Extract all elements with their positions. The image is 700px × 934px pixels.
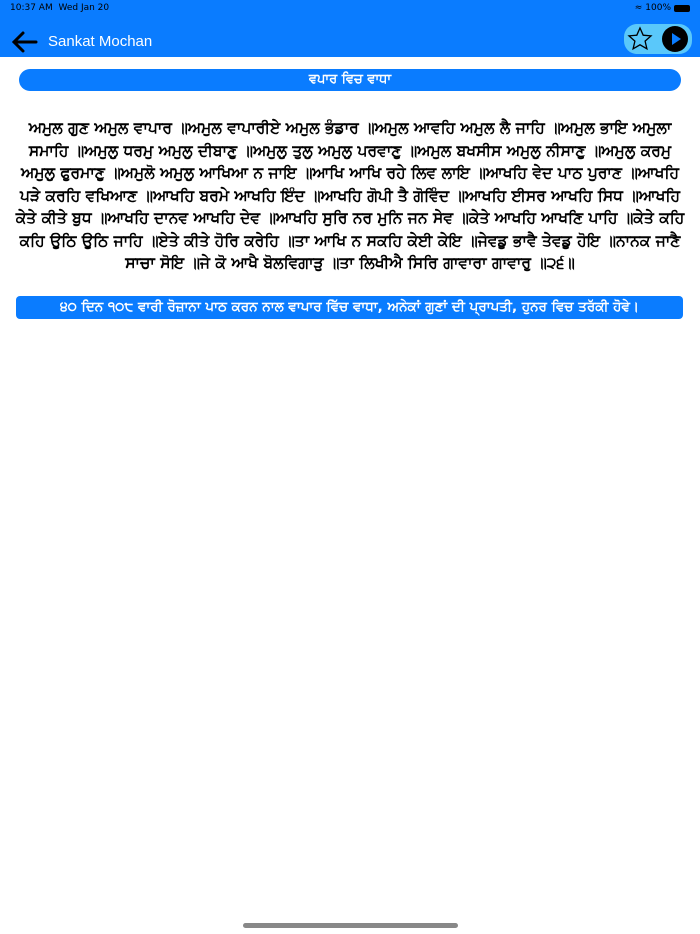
wifi-icon: ≈ [634,3,643,13]
back-arrow-icon[interactable] [10,30,38,54]
battery-percent: 100% [645,3,671,13]
play-icon[interactable] [662,26,688,52]
benefit-note: ੪੦ ਦਿਨ ੧੦੮ ਵਾਰੀ ਰੋਜ਼ਾਨਾ ਪਾਠ ਕਰਨ ਨਾਲ ਵਾਪਾਰ ਵਿੱਚ ਵਾਧਾ, ਅਨੇਕਾਂ ਗੁਣਾਂ ਦੀ ਪ੍ਰਾਪਤੀ, ਹੁਨਰ ਵਿਚ ਤਰੱਕੀ ਹੋਵੇ। [16,296,683,319]
status-right [635,3,690,13]
section-title: ਵਪਾਰ ਵਿਚ ਵਾਧਾ [19,69,681,91]
actions-group [624,24,692,54]
status-time [10,3,109,13]
home-indicator[interactable] [243,923,458,928]
verse-text: ਅਮੁਲ ਗੁਣ ਅਮੁਲ ਵਾਪਾਰ ॥ਅਮੁਲ ਵਾਪਾਰੀਏ ਅਮੁਲ ਭੰਡਾਰ ॥ਅਮੁਲ ਆਵਹਿ ਅਮੁਲ ਲੈ ਜਾਹਿ ॥ਅਮੁਲ ਭਾਇ ਅਮੁਲਾ ਸਮਾਹਿ ॥ਅਮੁਲੁ ਧਰਮੁ ਅਮੁਲੁ ਦੀਬਾਣੁ ॥ਅਮੁਲੁ ਤੁਲੁ ਅਮੁਲੁ ਪਰਵਾਣੁ ॥ਅਮੁਲ ਬਖਸੀਸ ਅਮੁਲੁ ਨੀਸਾਣੁ ॥ਅਮੁਲੁ ਕਰਮੁ ਅਮੁਲੁ ਫੁਰਮਾਣੁ ॥ਅਮੁਲੋ ਅਮੁਲੁ ਆਖਿਆ ਨ ਜਾਇ ॥ਆਖਿ ਆਖਿ ਰਹੇ ਲਿਵ ਲਾਇ ॥ਆਖਹਿ ਵੇਦ ਪਾਠ ਪੁਰਾਣ ॥ਆਖਹਿ ਪੜੇ ਕਰਹਿ ਵਖਿਆਣ ॥ਆਖਹਿ ਬਰਮੇ ਆਖਹਿ ਇੰਦ ॥ਆਖਹਿ ਗੋਪੀ ਤੈ ਗੋਵਿੰਦ ॥ਆਖਹਿ ਈਸਰ ਆਖਹਿ ਸਿਧ ॥ਆਖਹਿ ਕੇਤੇ ਕੀਤੇ ਬੁਧ ॥ਆਖਹਿ ਦਾਨਵ ਆਖਹਿ ਦੇਵ ॥ਆਖਹਿ ਸੁਰਿ ਨਰ ਮੁਨਿ ਜਨ ਸੇਵ ॥ਕੇਤੇ ਆਖਹਿ ਆਖਣਿ ਪਾਹਿ ॥ਕੇਤੇ ਕਹਿ ਕਹਿ ਉਠਿ ਉਠਿ ਜਾਹਿ ॥ਏਤੇ ਕੀਤੇ ਹੋਰਿ ਕਰੇਹਿ ॥ਤਾ ਆਖਿ ਨ ਸਕਹਿ ਕੇਈ ਕੇਇ ॥ਜੇਵਡੁ ਭਾਵੈ ਤੇਵਡੁ ਹੋਇ ॥ਨਾਨਕ ਜਾਣੈ ਸਾਚਾ ਸੋਇ ॥ਜੇ ਕੋ ਆਖੈ ਬੋਲਵਿਗਾੜੁ ॥ਤਾ ਲਿਖੀਐ ਸਿਰਿ ਗਾਵਾਰਾ ਗਾਵਾਰੁ ॥੨੬॥ [15,119,685,272]
time: 10:37 AM [10,3,53,13]
battery-icon [674,5,690,12]
date: Wed Jan 20 [58,3,110,13]
star-icon[interactable] [627,26,653,52]
page-title: Sankat Mochan [48,33,153,50]
top-bar [0,0,700,57]
